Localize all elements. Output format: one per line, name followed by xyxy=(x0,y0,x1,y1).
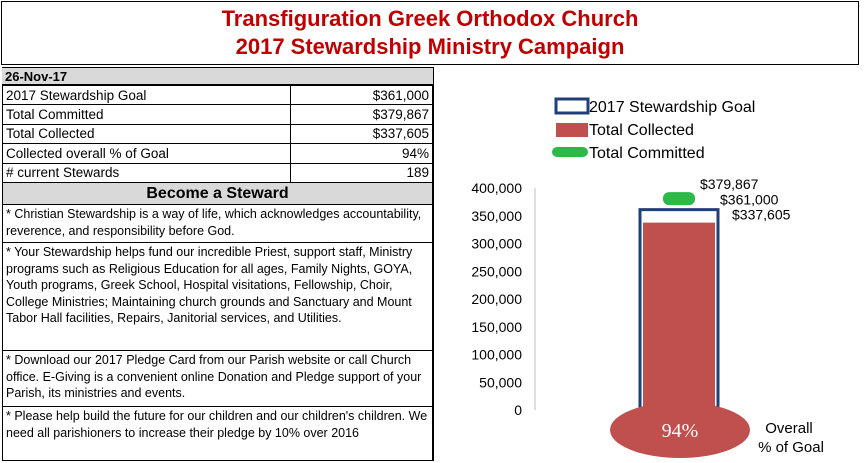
legend-committed-swatch xyxy=(552,147,588,157)
y-tick-label: 350,000 xyxy=(471,207,522,224)
percent-bulb-label: 94% xyxy=(661,420,699,442)
collected-bar xyxy=(643,223,715,410)
chart-svg xyxy=(434,67,868,463)
y-tick-label: 0 xyxy=(514,402,522,418)
legend-goal-label: 2017 Stewardship Goal xyxy=(589,99,756,116)
y-axis-ticks xyxy=(471,180,522,418)
y-tick-label: 300,000 xyxy=(471,235,522,252)
percent-value: 94% xyxy=(291,144,433,163)
y-tick-label: 150,000 xyxy=(471,318,522,335)
steward-note: * Your Stewardship helps fund our incredible Priest, support staff, Ministry programs such as Religious Education for all ages, Family Nights, GOYA, Youth programs, Greek School, Hospital visitations, Fellowship, Choir, College Ministries; Maintaining church grounds and Sanctuary and Mount Tabor Hall facilities, Repairs, Janitorial services, and Utilities. xyxy=(2,243,433,351)
table-row xyxy=(3,163,433,182)
goal-value: $361,000 xyxy=(291,86,433,105)
table-row xyxy=(3,124,433,143)
percent-label: Collected overall % of Goal xyxy=(3,144,291,163)
committed-label: Total Committed xyxy=(3,105,291,124)
campaign-title: 2017 Stewardship Ministry Campaign xyxy=(235,34,625,59)
y-tick-label: 250,000 xyxy=(471,263,522,280)
legend-collected-label: Total Collected xyxy=(589,122,694,139)
collected-data-label: $337,605 xyxy=(732,206,791,223)
summary-table xyxy=(2,85,433,183)
legend xyxy=(552,99,755,162)
collected-label: Total Collected xyxy=(3,124,291,143)
goal-label: 2017 Stewardship Goal xyxy=(3,86,291,105)
stewards-label: # current Stewards xyxy=(3,163,291,182)
steward-note: * Please help build the future for our children and our children's children. We need all parishioners to increase their pledge by 10% over 2016 xyxy=(2,407,433,461)
report-date: 26-Nov-17 xyxy=(2,67,433,85)
table-row xyxy=(3,144,433,163)
percent-caption-line2: % of Goal xyxy=(758,439,824,456)
legend-goal-swatch xyxy=(556,99,588,113)
summary-panel xyxy=(2,67,433,461)
committed-data-label: $379,867 xyxy=(700,176,759,193)
church-title: Transfiguration Greek Orthodox Church xyxy=(221,6,639,31)
y-tick-label: 50,000 xyxy=(479,374,522,391)
become-steward-heading: Become a Steward xyxy=(2,183,433,205)
legend-collected-swatch xyxy=(556,123,588,137)
committed-marker xyxy=(663,192,695,205)
table-row xyxy=(3,86,433,105)
legend-committed-label: Total Committed xyxy=(589,145,705,162)
thermometer-chart xyxy=(434,67,868,463)
committed-value: $379,867 xyxy=(291,105,433,124)
y-tick-label: 200,000 xyxy=(471,291,522,307)
y-tick-label: 400,000 xyxy=(471,180,522,196)
stewards-value: 189 xyxy=(291,163,433,182)
collected-value: $337,605 xyxy=(291,124,433,143)
percent-caption-line1: Overall xyxy=(765,420,813,437)
goal-data-label: $361,000 xyxy=(720,191,779,208)
steward-note: * Download our 2017 Pledge Card from our Parish website or call Church office. E-Giving is a convenient online Donation and Pledge support of your Parish, its ministries and events. xyxy=(2,351,433,407)
page-header xyxy=(1,1,859,65)
steward-note: * Christian Stewardship is a way of life, which acknowledges accountability, reverence, and responsibility before God. xyxy=(2,205,433,243)
y-tick-label: 100,000 xyxy=(471,346,522,363)
table-row xyxy=(3,105,433,124)
